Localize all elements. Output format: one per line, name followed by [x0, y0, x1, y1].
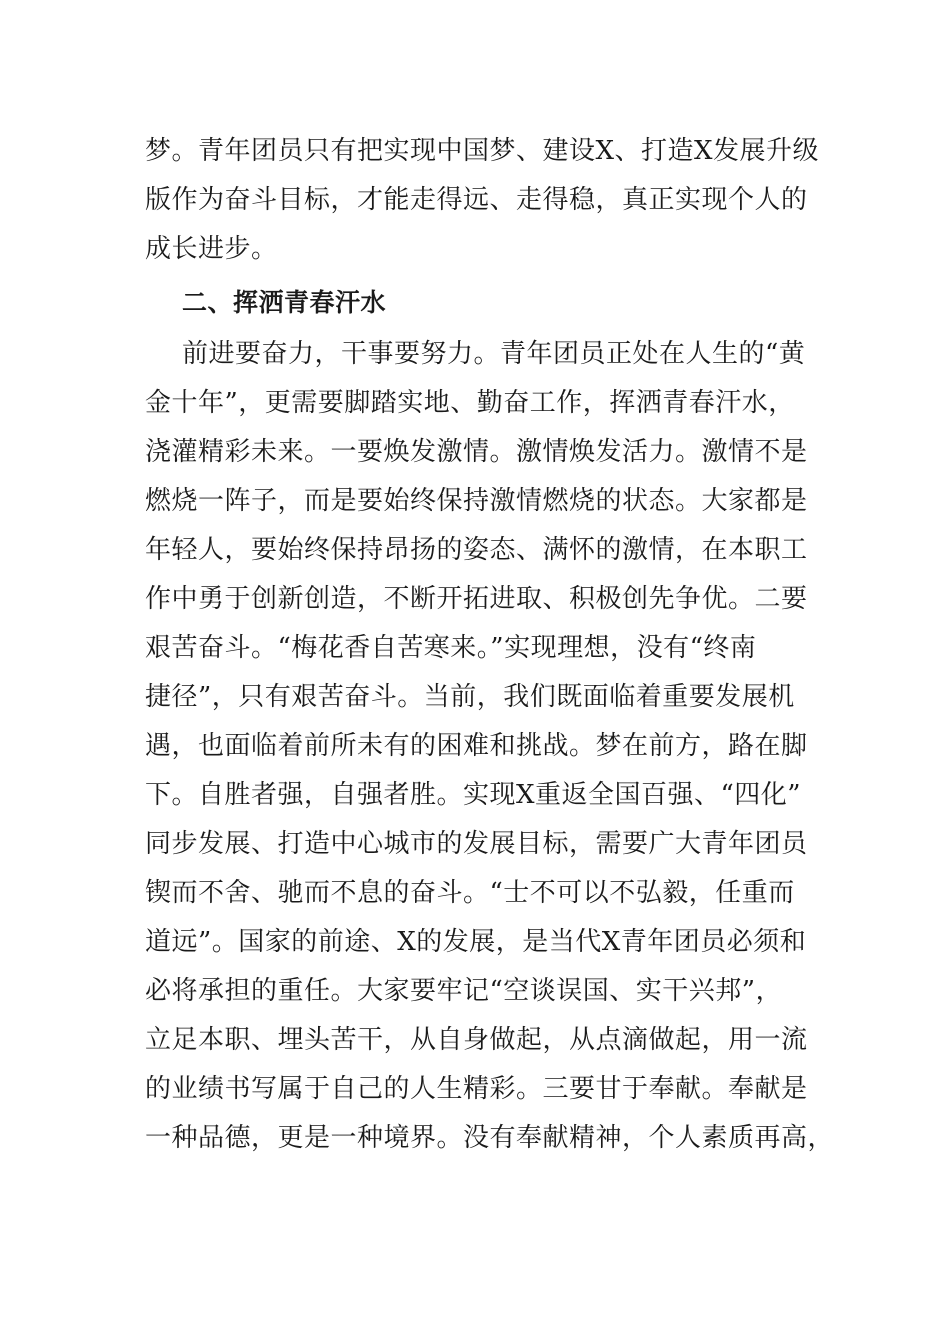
text-line: 必将承担的重任。大家要牢记“空谈误国、实干兴邦”，: [145, 976, 783, 1006]
text-line: 遇，也面临着前所未有的困难和挑战。梦在前方，路在脚: [145, 731, 808, 761]
text-line: 的业绩书写属于自己的人生精彩。三要甘于奉献。奉献是: [145, 1074, 808, 1104]
text-line: 年轻人，要始终保持昂扬的姿态、满怀的激情，在本职工: [145, 535, 808, 565]
text-line: 燃烧一阵子，而是要始终保持激情燃烧的状态。大家都是: [145, 486, 808, 516]
text-line: 金十年”，更需要脚踏实地、勤奋工作，挥洒青春汗水，: [145, 388, 795, 418]
text-line: 前进要奋力，干事要努力。青年团员正处在人生的“黄: [182, 339, 806, 369]
text-line: 道远”。国家的前途、X的发展，是当代X青年团员必须和: [145, 927, 807, 957]
text-line: 同步发展、打造中心城市的发展目标，需要广大青年团员: [145, 829, 808, 859]
text-line: 梦。青年团员只有把实现中国梦、建设X、打造X发展升级: [145, 136, 820, 166]
text-line: 捷径”，只有艰苦奋斗。当前，我们既面临着重要发展机: [145, 682, 795, 712]
text-line: 版作为奋斗目标，才能走得远、走得稳，真正实现个人的: [145, 185, 808, 215]
text-line: 一种品德，更是一种境界。没有奉献精神，个人素质再高，: [145, 1123, 835, 1153]
text-line: 艰苦奋斗。“梅花香自苦寒来。”实现理想，没有“终南: [145, 633, 757, 663]
text-line: 浇灌精彩未来。一要焕发激情。激情焕发活力。激情不是: [145, 437, 808, 467]
text-line: 立足本职、埋头苦干，从自身做起，从点滴做起，用一流: [145, 1025, 808, 1055]
section-heading: 二、挥洒青春汗水: [182, 288, 387, 317]
text-line: 作中勇于创新创造，不断开拓进取、积极创先争优。二要: [145, 584, 808, 614]
text-line: 锲而不舍、驰而不息的奋斗。“士不可以不弘毅，任重而: [145, 878, 795, 908]
text-line: 下。自胜者强，自强者胜。实现X重返全国百强、“四化”: [145, 780, 802, 810]
text-line: 成长进步。: [145, 234, 278, 264]
